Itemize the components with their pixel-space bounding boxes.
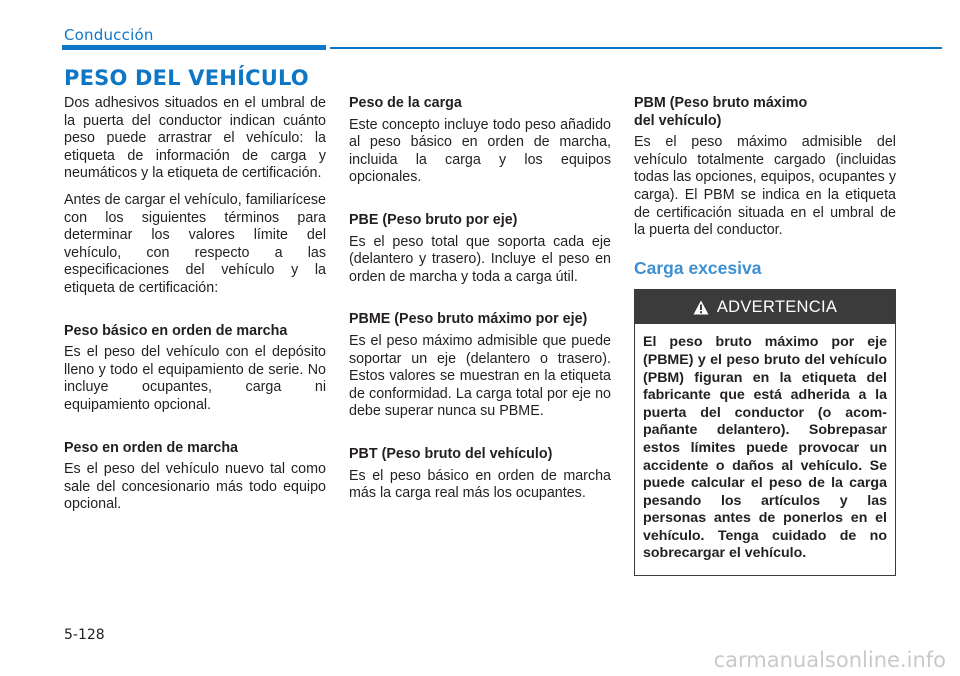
column-3 [634,95,896,576]
warning-header [635,290,895,324]
term-text: Es el peso del vehículo nuevo tal como sale del concesionario más todo equipo opcional. [64,461,326,513]
term-text: Es el peso del vehículo con el depósito lleno y todo el equipamiento de serie. No incluye ocupantes, carga ni equipamiento opcional. [64,344,326,413]
column-2 [349,95,611,512]
section-label: Conducción [64,26,154,44]
term-text: Es el peso total que soporta cada eje (delantero y trasero). Incluye el peso en orden de marcha y toda a carga útil. [349,233,611,285]
term-heading-line-2: del vehículo) [634,112,722,129]
term-heading: Peso en orden de marcha [64,439,239,456]
column-1 [64,95,326,523]
warning-triangle-icon [693,300,709,315]
warning-box [634,289,896,576]
header-rule-thin [330,47,942,49]
term-text: Es el peso básico en orden de marcha más la carga real más los ocupantes. [349,467,611,502]
term-heading: PBE (Peso bruto por eje) [349,211,518,228]
watermark: carmanualsonline.info [713,648,946,672]
header-rule-thick [62,45,326,50]
term-heading: PBT (Peso bruto del vehículo) [349,445,553,462]
term-heading: Peso de la carga [349,95,462,111]
subheading-carga-excesiva: Carga excesiva [634,257,762,278]
term-heading: PBME (Peso bruto máximo por eje) [349,311,588,328]
term-text: Este concepto incluye todo peso añadido al peso básico en orden de marcha, incluida la carga y los equipos opcionales. [349,116,611,186]
term-heading-line-1: PBM (Peso bruto máximo [634,95,808,111]
warning-label: ADVERTENCIA [716,297,838,316]
term-text: Es el peso máximo admisible que puede soportar un eje (delantero o trasero). Estos valores se muestran en la etiqueta de conformidad. La carga total por eje no debe superar nunca su PBME. [349,332,611,420]
term-text: Es el peso máximo admisible del vehículo totalmente cargado (incluidas todas las opciones, equipos, ocupantes y carga). El PBM se indica en la etiqueta de certificación situada en el umbral de la puerta del conductor. [634,134,896,239]
term-heading [634,95,896,130]
intro-paragraph-2: Antes de cargar el vehículo, familiarícese con los siguientes términos para determinar los valores límite del vehículo, con respecto a las especificaciones del vehículo y la etiqueta de certificación: [64,191,326,296]
warning-text: El peso bruto máximo por eje (PBME) y el peso bruto del vehículo (PBM) figuran en la etiqueta del fabricante que está adherida a la puerta del conductor (o acom-pañante delantero). Sobrepasar estos límites puede provocar un accidente o daños al vehículo. Se puede calcular el peso de la carga pesando los artículos y las personas antes de ponerlos en el vehículo. Tenga cuidado de no sobrecargar el vehículo. [643,334,887,562]
page-title: PESO DEL VEHÍCULO [64,66,309,90]
term-heading: Peso básico en orden de marcha [64,322,288,339]
intro-paragraph-1: Dos adhesivos situados en el umbral de la puerta del conductor indican cuánto peso puede arrastrar el vehículo: la etiqueta de información de carga y neumáticos y la etiqueta de certificación. [64,95,326,182]
page-number: 5-128 [64,627,105,643]
